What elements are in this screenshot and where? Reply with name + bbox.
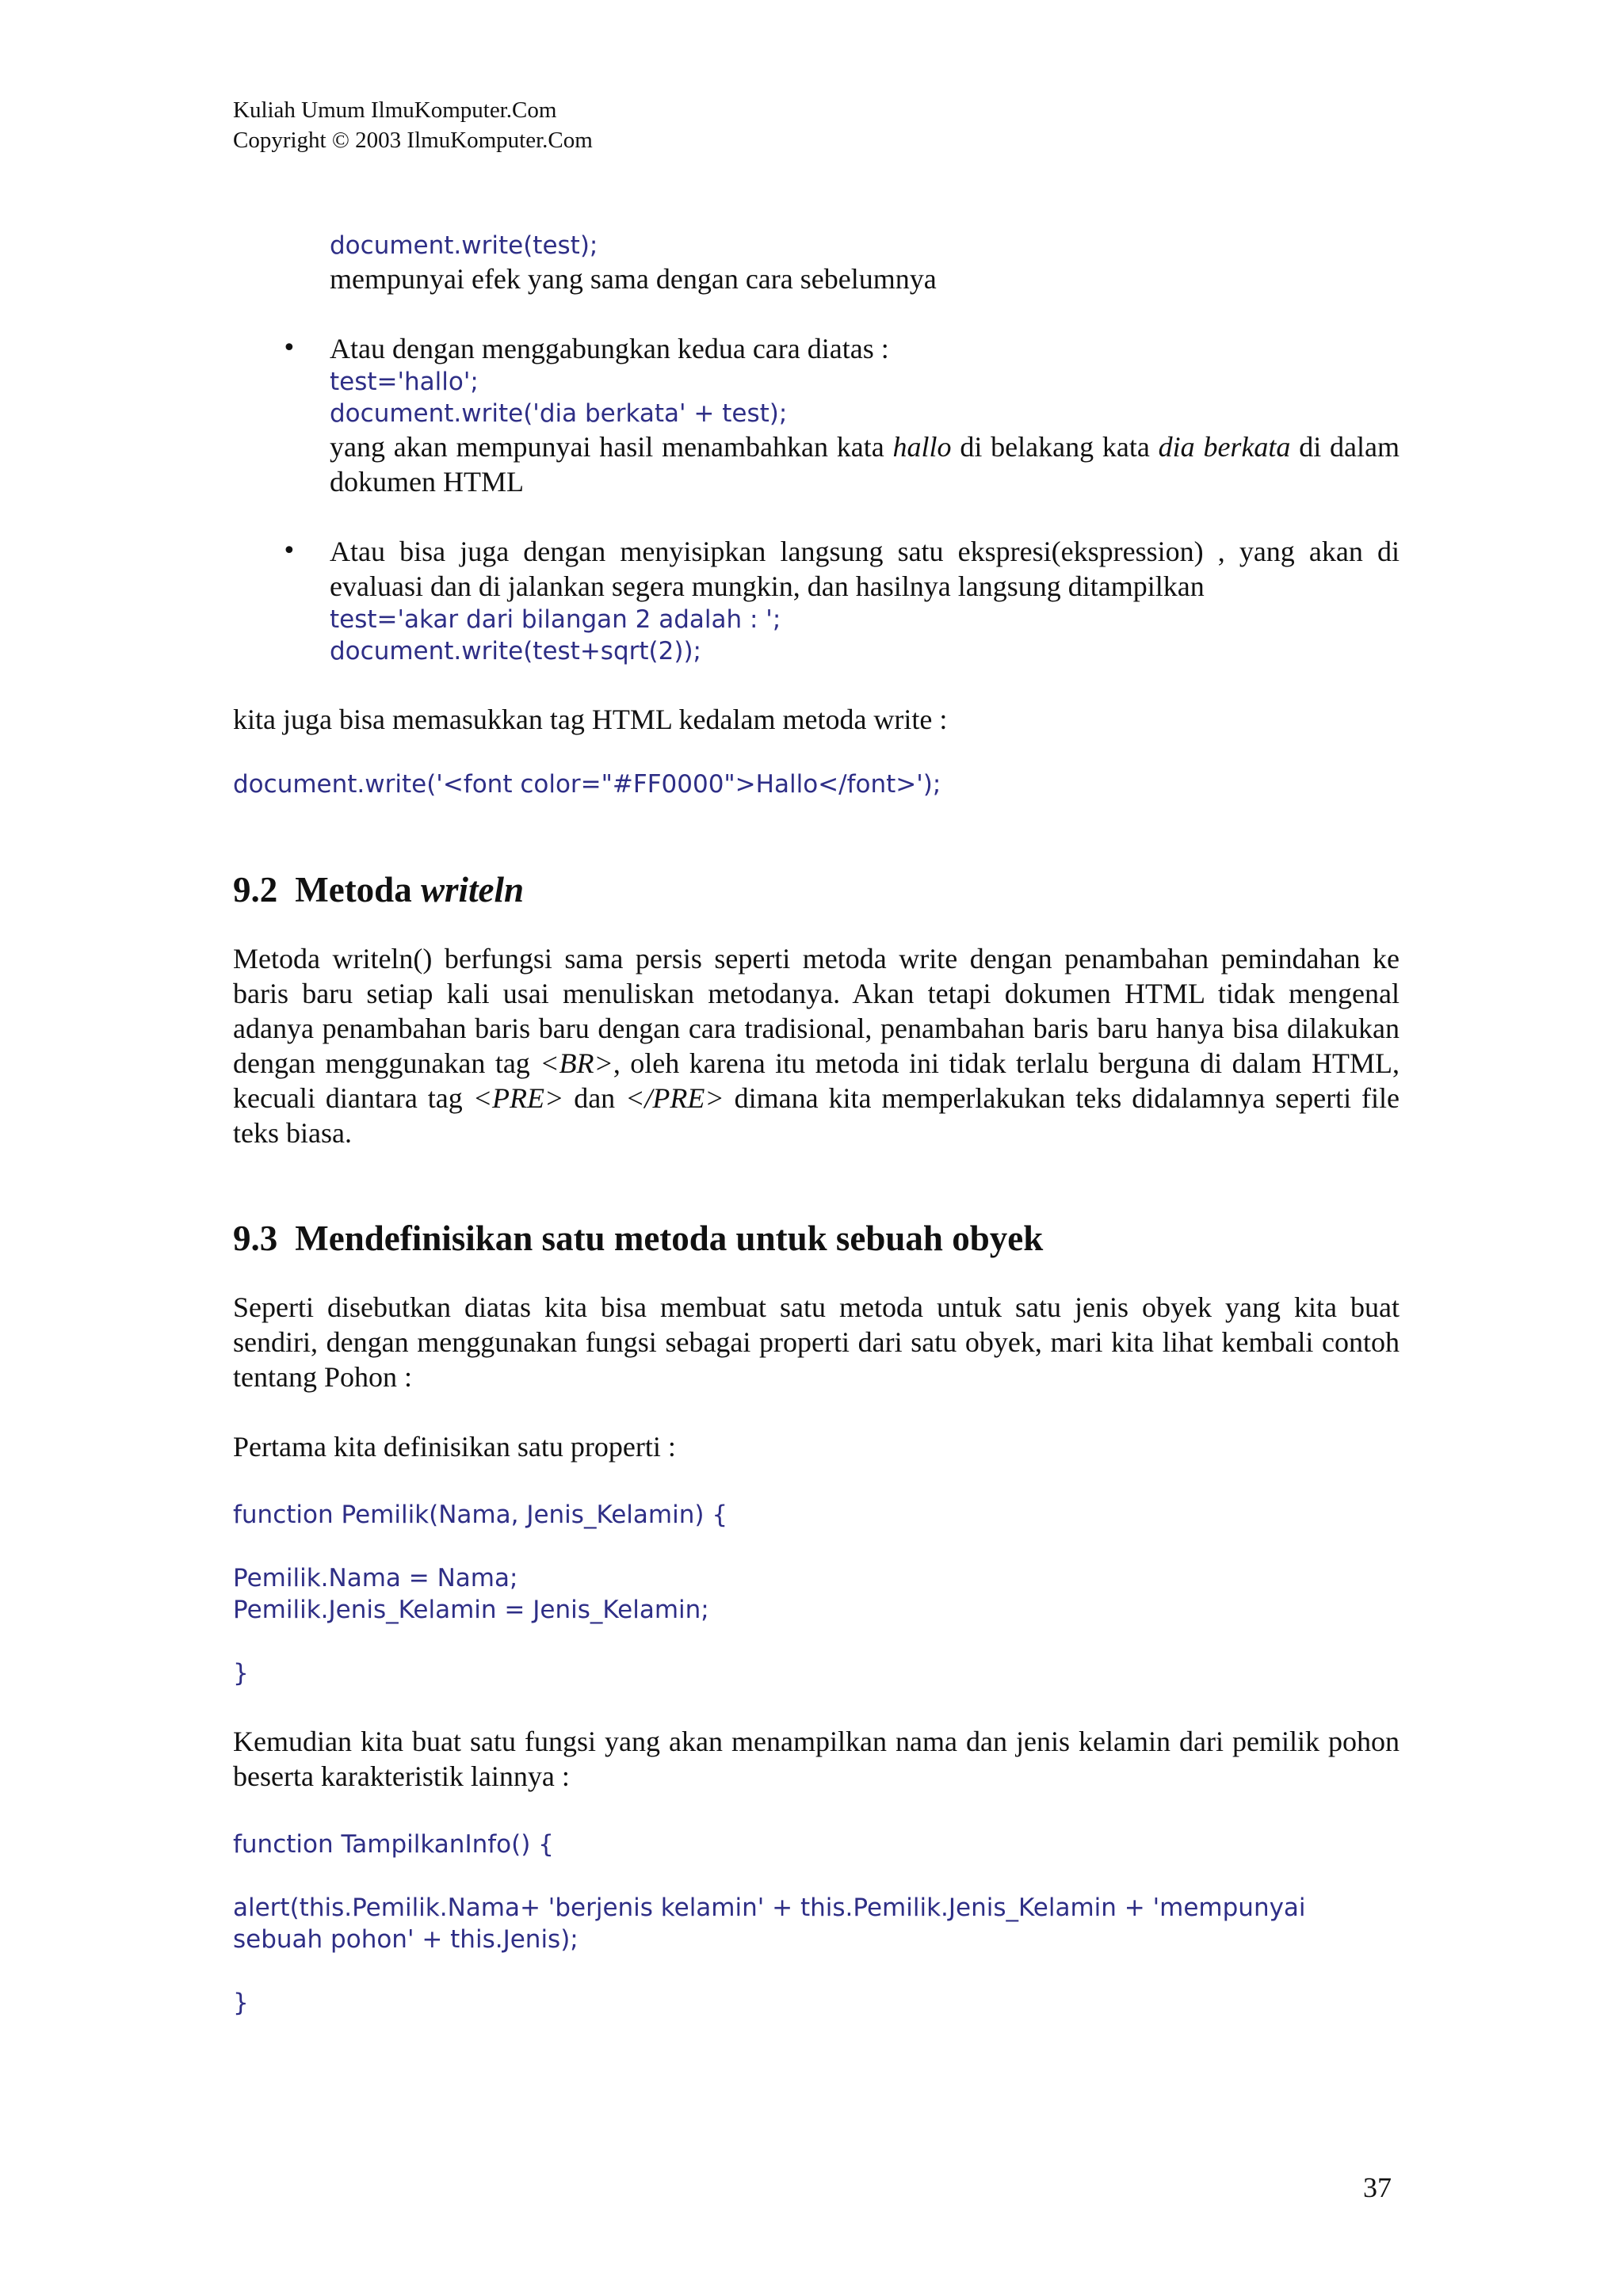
code-line: function TampilkanInfo() { <box>233 1830 554 1859</box>
paragraph: Pertama kita definisikan satu properti : <box>233 1431 676 1463</box>
code-line: document.write(test+sqrt(2)); <box>330 637 701 666</box>
paragraph: Kemudian kita buat satu fungsi yang akan menampilkan nama dan jenis kelamin dari pemilik pohon beserta karakteristik lainnya : <box>233 1726 1400 1792</box>
code-line: document.write('dia berkata' + test); <box>330 399 788 428</box>
bullet-item-expression <box>282 534 1400 667</box>
code-line: Pemilik.Nama = Nama; <box>233 1564 518 1592</box>
code-line: } <box>233 1659 249 1688</box>
intro-block <box>330 230 1400 296</box>
bullet-icon: • <box>282 334 296 362</box>
section-heading-9-3: 9.3 Mendefinisikan satu metoda untuk sebuah obyek <box>233 1219 1044 1258</box>
header-line-2: Copyright © 2003 IlmuKomputer.Com <box>233 128 593 153</box>
page-body <box>233 230 1400 2019</box>
paragraph: mempunyai efek yang sama dengan cara sebelumnya <box>330 263 937 295</box>
code-line: test='hallo'; <box>330 368 479 396</box>
bullet-item-combine <box>282 331 1400 499</box>
code-line: } <box>233 1989 249 2017</box>
bullet-text: Atau dengan menggabungkan kedua cara diatas : <box>330 333 889 364</box>
header-line-1: Kuliah Umum IlmuKomputer.Com <box>233 97 557 123</box>
code-line: alert(this.Pemilik.Nama+ 'berjenis kelamin' + this.Pemilik.Jenis_Kelamin + 'mempunyai sebuah pohon' + this.Jenis); <box>233 1894 1314 1954</box>
paragraph: Seperti disebutkan diatas kita bisa membuat satu metoda untuk satu jenis obyek yang kita buat sendiri, dengan menggunakan fungsi sebagai properti dari satu obyek, mari kita lihat kembali contoh tentang Pohon : <box>233 1291 1400 1393</box>
bullet-icon: • <box>282 537 296 565</box>
page-number: 37 <box>1363 2172 1392 2203</box>
bullet-text: Atau bisa juga dengan menyisipkan langsung satu ekspresi(ekspression) , yang akan di evaluasi dan di jalankan segera mungkin, dan hasilnya langsung ditampilkan <box>330 536 1400 602</box>
code-line: document.write(test); <box>330 231 598 260</box>
code-line: function Pemilik(Nama, Jenis_Kelamin) { <box>233 1501 728 1529</box>
paragraph: yang akan mempunyai hasil menambahkan kata hallo di belakang kata dia berkata di dalam dokumen HTML <box>330 431 1400 498</box>
section-heading-9-2: 9.2 Metoda writeln <box>233 870 525 910</box>
code-line: test='akar dari bilangan 2 adalah : '; <box>330 605 781 634</box>
paragraph: kita juga bisa memasukkan tag HTML kedalam metoda write : <box>233 704 948 735</box>
code-line: document.write('<font color="#FF0000">Hallo</font>'); <box>233 770 941 799</box>
page-header <box>233 95 593 155</box>
paragraph: Metoda writeln() berfungsi sama persis seperti metoda write dengan penambahan pemindahan ke baris baru setiap kali usai menuliskan metodanya. Akan tetapi dokumen HTML tidak mengenal adanya penambahan baris baru dengan cara tradisional, penambahan baris baru hanya bisa dilakukan dengan menggunakan tag <BR>, oleh karena itu metoda ini tidak terlalu berguna di dalam HTML, kecuali diantara tag <PRE> dan </PRE> dimana kita memperlakukan teks didalamnya seperti file teks biasa. <box>233 943 1400 1149</box>
code-line: Pemilik.Jenis_Kelamin = Jenis_Kelamin; <box>233 1596 709 1624</box>
